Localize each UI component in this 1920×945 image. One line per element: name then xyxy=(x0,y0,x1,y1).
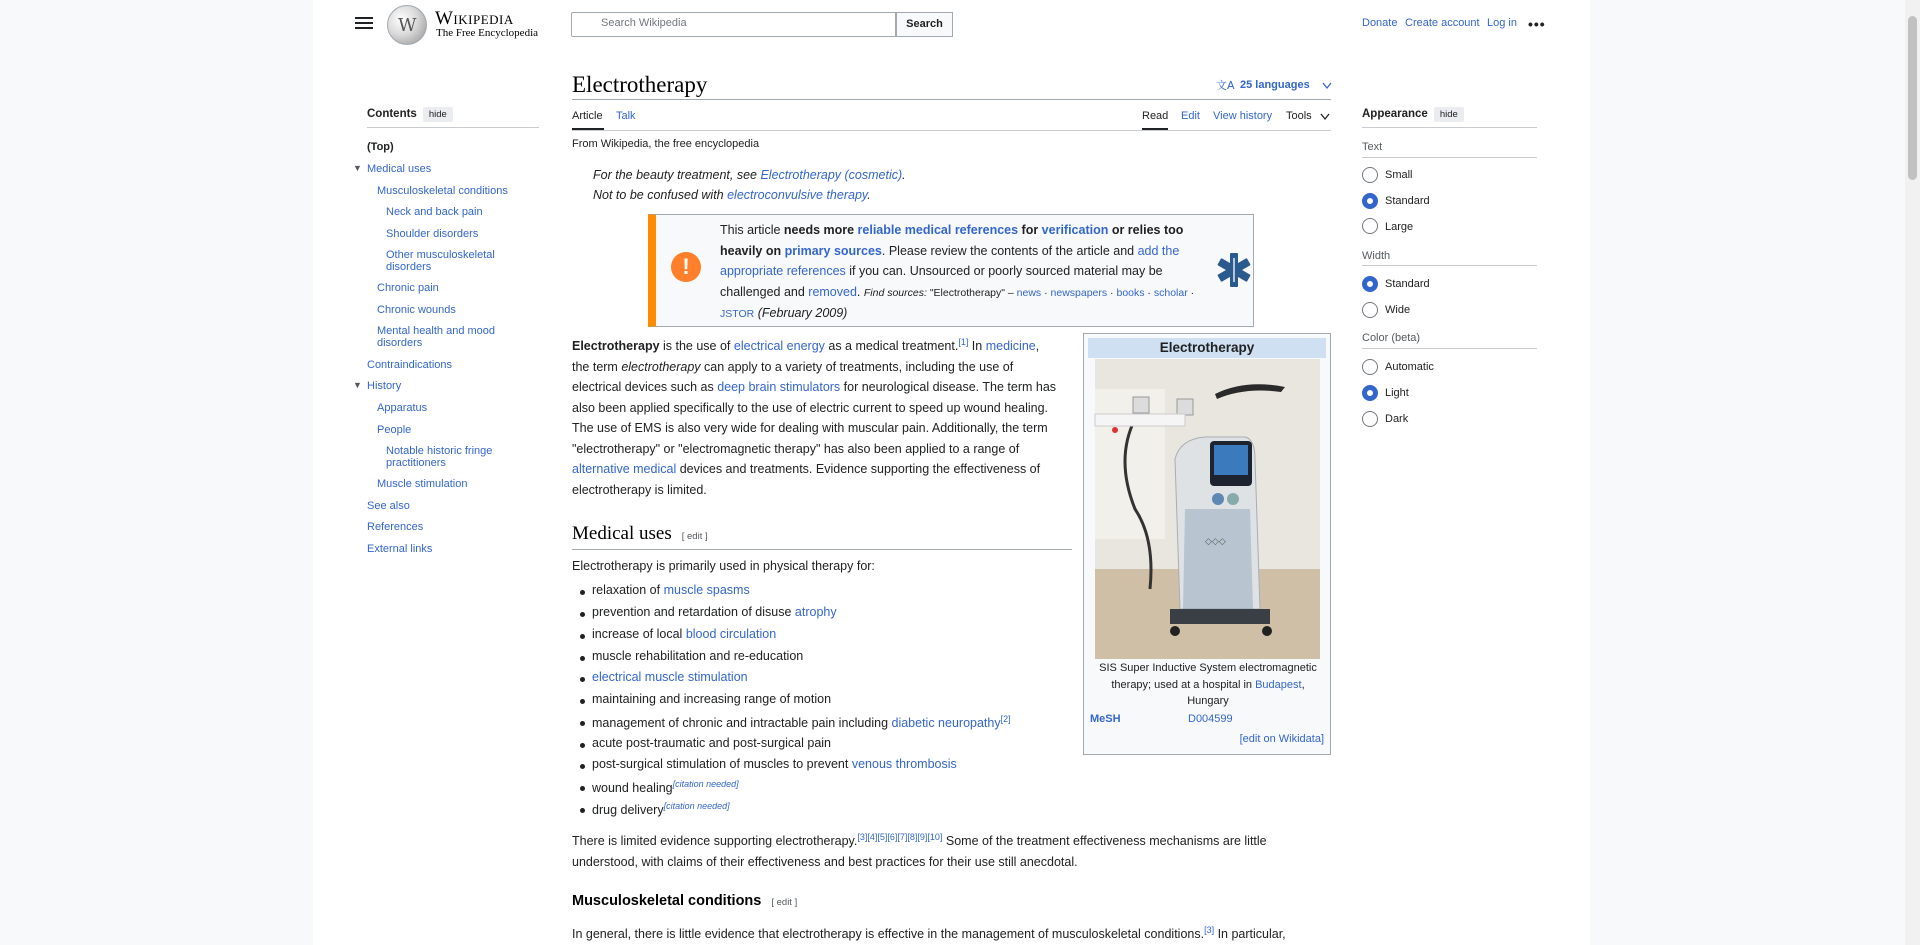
radio-color-automatic[interactable] xyxy=(1362,359,1378,375)
title-divider xyxy=(572,99,1331,100)
mesh-value-link[interactable]: D004599 xyxy=(1188,713,1233,725)
alternative-medical-link[interactable]: alternative medical xyxy=(572,462,677,477)
more-options-icon[interactable]: ••• xyxy=(1528,16,1546,32)
width-divider xyxy=(1362,265,1537,266)
citation-needed[interactable]: [citation needed] xyxy=(663,801,730,811)
option-label: Light xyxy=(1385,387,1409,399)
main-menu-icon[interactable] xyxy=(355,14,373,32)
color-label: Color (beta) xyxy=(1362,332,1421,344)
option-label: Large xyxy=(1385,221,1414,233)
toc-item-top[interactable]: (Top) xyxy=(367,141,394,153)
add-references-link[interactable]: add the appropriate references xyxy=(720,243,1180,278)
verification-link[interactable]: verification xyxy=(1041,223,1109,237)
appearance-divider xyxy=(1362,127,1537,128)
musculoskeletal-paragraph: In general, there is little evidence that electrotherapy is effective in the management of musculoskeletal conditions.[3] In particular, xyxy=(572,925,1286,942)
list-item: muscle rehabilitation and re-education xyxy=(592,649,804,663)
list-item: management of chronic and intractable pain including diabetic neuropathy[2] xyxy=(592,714,1011,731)
toc-item-references[interactable]: References xyxy=(367,521,424,533)
edit-section-link[interactable]: [ edit ] xyxy=(681,531,708,542)
login-link[interactable]: Log in xyxy=(1487,17,1517,29)
edit-on-wikidata-link[interactable]: [edit on Wikidata] xyxy=(1239,733,1324,745)
tab-article[interactable]: Article xyxy=(572,110,603,122)
list-item: maintaining and increasing range of motion xyxy=(592,692,832,706)
toc-item-shoulder[interactable]: Shoulder disorders xyxy=(386,228,479,240)
refs-3-10[interactable]: [3][4][5][6][7][8][9][10] xyxy=(857,832,943,842)
radio-color-dark[interactable] xyxy=(1362,411,1378,427)
primary-sources-link[interactable]: primary sources xyxy=(784,243,882,258)
muscle-spasms-link[interactable]: muscle spasms xyxy=(663,583,750,597)
list-item: drug delivery[citation needed] xyxy=(592,801,730,818)
search-input[interactable]: Search Wikipedia xyxy=(571,12,896,37)
text-size-label: Text xyxy=(1362,141,1383,153)
toc-hide-button[interactable]: hide xyxy=(423,107,453,122)
toc-item-fringe[interactable]: Notable historic fringe practitioners xyxy=(386,445,493,469)
toc-item-other-musculo[interactable]: Other musculoskeletal disorders xyxy=(386,249,495,273)
list-item: increase of local blood circulation xyxy=(592,627,777,641)
toc-item-apparatus[interactable]: Apparatus xyxy=(377,402,428,414)
wikipedia-tagline: The Free Encyclopedia xyxy=(436,27,539,39)
toc-item-muscle-stim[interactable]: Muscle stimulation xyxy=(377,478,468,490)
blood-circulation-link[interactable]: blood circulation xyxy=(685,627,777,641)
toc-item-contraindications[interactable]: Contraindications xyxy=(367,359,452,371)
star-of-life-icon xyxy=(1214,250,1254,290)
citation-needed[interactable]: [citation needed] xyxy=(672,779,739,789)
appearance-hide-button[interactable]: hide xyxy=(1434,107,1464,122)
ems-link[interactable]: electrical muscle stimulation xyxy=(592,670,748,684)
svg-text:◇◇◇: ◇◇◇ xyxy=(1205,537,1226,547)
width-label: Width xyxy=(1362,250,1391,262)
medical-uses-intro: Electrotherapy is primarily used in physical therapy for: xyxy=(572,559,875,573)
budapest-link[interactable]: Budapest xyxy=(1255,678,1302,691)
list-item xyxy=(592,670,748,684)
tab-read[interactable]: Read xyxy=(1142,110,1169,122)
toc-item-history[interactable]: History xyxy=(367,380,402,392)
toc-item-chronic-pain[interactable]: Chronic pain xyxy=(377,282,439,294)
page-scrollbar[interactable] xyxy=(1905,0,1920,945)
option-label: Standard xyxy=(1385,278,1430,290)
toc-title: Contents hide xyxy=(367,107,453,122)
toc-item-mental-health[interactable]: Mental health and mood disorders xyxy=(377,325,496,349)
tools-chevron-icon xyxy=(1321,114,1329,120)
deep-brain-link[interactable]: deep brain stimulators xyxy=(717,380,841,395)
ref-2[interactable]: [2] xyxy=(1000,714,1011,724)
toc-item-see-also[interactable]: See also xyxy=(367,500,410,512)
tab-view-history[interactable]: View history xyxy=(1213,110,1273,122)
tools-menu[interactable]: Tools xyxy=(1286,110,1312,122)
ref-3[interactable]: [3] xyxy=(1204,925,1215,935)
find-newspapers-link[interactable]: newspapers xyxy=(1050,286,1108,299)
lead-paragraph: Electrotherapy is the use of electrical energy as a medical treatment.[1] In medicine, the term electrotherapy can apply to a variety of treatments, including the use of electrical devices such as deep brain stimulators for neurological disease. The term has also been applied specifically to the use of electric current to speed up wound healing. The use of EMS is also very wide for dealing with muscular pain. Additionally, the term "electrotherapy" or "electromagnetic therapy" has also been applied to a range of alternative medical devices and treatments. Evidence supporting the effectiveness of electrotherapy is limited. xyxy=(572,337,1057,497)
option-label: Standard xyxy=(1385,195,1430,207)
page-title: Electrotherapy xyxy=(572,72,708,97)
warning-icon: ! xyxy=(671,252,701,282)
find-news-link[interactable]: news xyxy=(1016,286,1042,299)
donate-link[interactable]: Donate xyxy=(1362,17,1398,29)
radio-width-standard[interactable] xyxy=(1362,276,1378,292)
reliable-refs-link[interactable]: reliable medical references xyxy=(857,223,1019,237)
electrical-energy-link[interactable]: electrical energy xyxy=(733,339,825,354)
section-heading-medical-uses: Medical uses [ edit ] xyxy=(572,523,708,544)
toc-item-neck-back[interactable]: Neck and back pain xyxy=(386,206,483,218)
wikipedia-globe-logo[interactable] xyxy=(387,5,427,45)
medicine-link[interactable]: medicine xyxy=(985,339,1036,354)
mesh-label[interactable]: MeSH xyxy=(1090,713,1121,725)
toc-item-medical-uses[interactable]: Medical uses xyxy=(367,163,432,175)
option-label: Automatic xyxy=(1385,361,1434,373)
edit-section-link[interactable]: [ edit ] xyxy=(771,897,798,908)
infobox-caption: SIS Super Inductive System electromagnetic therapy; used at a hospital in Budapest, Hungary xyxy=(1099,662,1317,707)
list-item: relaxation of muscle spasms xyxy=(592,583,750,597)
create-account-link[interactable]: Create account xyxy=(1405,17,1480,29)
radio-color-light[interactable] xyxy=(1362,385,1378,401)
therapy-device-illustration xyxy=(1095,359,1320,659)
ref-1[interactable]: [1] xyxy=(958,337,969,347)
scrollbar-thumb[interactable] xyxy=(1908,16,1917,180)
find-scholar-link[interactable]: scholar xyxy=(1153,286,1188,299)
tab-edit[interactable]: Edit xyxy=(1181,110,1200,122)
find-jstor-link[interactable]: JSTOR xyxy=(720,308,755,320)
infobox xyxy=(1083,333,1331,755)
search-button[interactable]: Search xyxy=(896,12,953,37)
device-photo[interactable] xyxy=(1095,359,1320,659)
list-item: wound healing[citation needed] xyxy=(592,779,739,796)
toc-item-chronic-wounds[interactable]: Chronic wounds xyxy=(377,304,456,316)
hatnote-cosmetic-link[interactable]: Electrotherapy (cosmetic) xyxy=(760,168,903,182)
language-button[interactable]: 25 languages xyxy=(1240,79,1310,91)
tabs-divider xyxy=(572,130,1331,131)
toc-item-people[interactable]: People xyxy=(377,424,412,436)
section-heading-musculoskeletal: Musculoskeletal conditions [ edit ] xyxy=(572,893,798,909)
section-divider xyxy=(572,549,1072,550)
tab-talk[interactable]: Talk xyxy=(616,110,636,122)
hatnote-cosmetic: For the beauty treatment, see Electrotherapy (cosmetic). xyxy=(593,168,906,182)
site-subtitle: From Wikipedia, the free encyclopedia xyxy=(572,138,760,150)
option-label: Small xyxy=(1385,169,1413,181)
radio-text-small[interactable] xyxy=(1362,167,1378,183)
hatnote-ect: Not to be confused with electroconvulsive therapy. xyxy=(593,188,871,202)
text-divider xyxy=(1362,157,1537,158)
venous-thrombosis-link[interactable]: venous thrombosis xyxy=(851,757,957,771)
radio-width-wide[interactable] xyxy=(1362,302,1378,318)
diabetic-neuropathy-link[interactable]: diabetic neuropathy xyxy=(891,716,1001,731)
color-divider xyxy=(1362,348,1537,349)
medical-references-notice xyxy=(648,214,1254,327)
infobox-title: Electrotherapy xyxy=(1088,338,1326,358)
atrophy-link[interactable]: atrophy xyxy=(794,605,837,619)
evidence-paragraph: There is limited evidence supporting electrotherapy.[3][4][5][6][7][8][9][10] Some of the treatment effectiveness mechanisms are little understood, with claims of their effectiveness and best practices for their use still anecdotal. xyxy=(572,832,1267,869)
toc-collapse-icon[interactable]: ▼ xyxy=(353,380,362,390)
radio-text-standard[interactable] xyxy=(1362,193,1378,209)
hatnote-ect-link[interactable]: electroconvulsive therapy xyxy=(727,188,868,202)
removed-link[interactable]: removed xyxy=(808,284,857,299)
notice-text: This article needs more reliable medical references for verification or relies too heavily on primary sources. Please review the contents of the article and add the appropriate references if you can. Unsourced or poorly sourced material may be challenged and removed. Find sources: "Electrotherapy" – news · newspapers · books · scholar · JSTOR (February 2009) xyxy=(720,223,1195,320)
list-item: post-surgical stimulation of muscles to prevent venous thrombosis xyxy=(592,757,957,771)
appearance-title: Appearance hide xyxy=(1362,107,1464,122)
toc-collapse-icon[interactable]: ▼ xyxy=(353,163,362,173)
language-icon[interactable] xyxy=(1216,78,1235,92)
find-books-link[interactable]: books xyxy=(1116,286,1145,299)
list-item: prevention and retardation of disuse atrophy xyxy=(592,605,837,619)
toc-item-external-links[interactable]: External links xyxy=(367,543,433,555)
radio-text-large[interactable] xyxy=(1362,218,1378,234)
toc-divider xyxy=(367,127,539,128)
toc-item-musculoskeletal[interactable]: Musculoskeletal conditions xyxy=(377,185,508,197)
chevron-down-icon xyxy=(1323,83,1331,89)
wikipedia-wordmark[interactable]: Wikipedia xyxy=(435,8,514,29)
svg-text:文A: 文A xyxy=(1216,79,1235,92)
option-label: Wide xyxy=(1385,304,1411,316)
option-label: Dark xyxy=(1385,413,1409,425)
list-item: acute post-traumatic and post-surgical pain xyxy=(592,736,832,750)
